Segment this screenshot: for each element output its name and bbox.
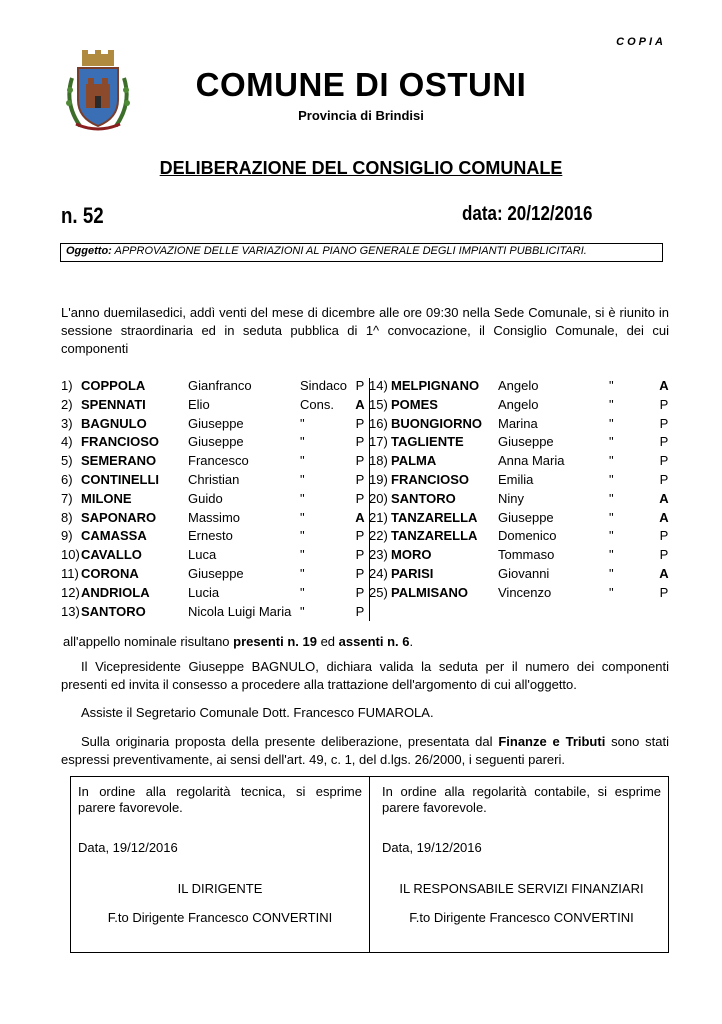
member-row <box>369 453 671 472</box>
parere-contabile-text: In ordine alla regolarità contabile, si esprime parere favorevole. <box>382 784 661 815</box>
member-row <box>61 528 365 547</box>
member-role: " <box>609 396 614 412</box>
vicepresidente-paragraph: Il Vicepresidente Giuseppe BAGNULO, dichiara valida la seduta per il numero dei componenti presenti ed invita il consesso a procedere alla trattazione dell'argomento di cui all'oggetto. <box>61 659 669 692</box>
member-role: " <box>609 415 614 431</box>
attendance-middle: ed <box>316 634 339 649</box>
member-name: Niny <box>498 490 525 506</box>
member-name: Angelo <box>498 396 539 412</box>
member-status: A <box>659 378 669 393</box>
member-name: Gianfranco <box>188 378 252 393</box>
member-row <box>369 434 671 453</box>
page-title: COMUNE DI OSTUNI <box>195 66 527 103</box>
member-role: " <box>609 528 614 544</box>
member-surname: FRANCIOSO <box>391 472 469 487</box>
member-status: P <box>355 547 365 563</box>
member-role: " <box>300 566 305 581</box>
member-row <box>369 585 671 604</box>
member-role: " <box>300 603 305 619</box>
member-row <box>61 603 365 623</box>
member-row <box>61 566 365 585</box>
deliberation-number: n. 52 <box>61 203 104 228</box>
member-surname: BUONGIORNO <box>391 415 482 431</box>
proposta-suffix: sono stati espressi preventivamente, ai sensi dell'art. 49, c. 1, del d.lgs. 26/2000, i seguenti pareri. <box>61 734 669 767</box>
member-number: 17) <box>369 434 388 450</box>
member-number: 2) <box>61 396 73 412</box>
parere-contabile-role: IL RESPONSABILE SERVIZI FINANZIARI <box>399 881 644 896</box>
parere-tecnico-text: In ordine alla regolarità tecnica, si esprime parere favorevole. <box>78 784 362 815</box>
attendance-suffix: . <box>409 634 414 649</box>
member-role: " <box>300 415 305 431</box>
member-name: Giuseppe <box>498 509 554 525</box>
parere-contabile-date: Data, 19/12/2016 <box>382 840 482 855</box>
member-surname: CONTINELLI <box>81 472 159 487</box>
member-name: Ernesto <box>188 528 233 544</box>
member-status: P <box>355 378 365 393</box>
member-number: 9) <box>61 528 73 544</box>
member-surname: SEMERANO <box>81 453 157 469</box>
member-role: " <box>300 434 305 450</box>
attendance-assenti: assenti n. 6 <box>338 634 410 649</box>
member-surname: SAPONARO <box>81 509 157 525</box>
member-row <box>61 584 365 604</box>
member-name: Vincenzo <box>498 584 552 600</box>
segretario-paragraph: Assiste il Segretario Comunale Dott. Francesco FUMAROLA. <box>81 705 434 720</box>
member-role: " <box>300 509 305 525</box>
oggetto-text: APPROVAZIONE DELLE VARIAZIONI AL PIANO GENERALE DEGLI IMPIANTI PUBBLICITARI. <box>114 245 587 257</box>
member-surname: FRANCIOSO <box>81 434 159 450</box>
oggetto-box <box>60 243 663 262</box>
member-name: Emilia <box>498 472 534 487</box>
member-surname: CORONA <box>81 566 139 581</box>
member-name: Angelo <box>498 378 539 393</box>
member-name: Giuseppe <box>188 434 244 450</box>
attendance-line <box>63 633 671 651</box>
member-surname: ANDRIOLA <box>81 584 150 600</box>
member-name: Giovanni <box>498 566 550 581</box>
member-role: " <box>609 547 614 563</box>
member-name: Anna Maria <box>498 453 565 469</box>
member-row <box>369 528 671 547</box>
member-number: 7) <box>61 490 73 506</box>
member-row <box>369 547 671 566</box>
oggetto-label: Oggetto: <box>66 245 112 257</box>
member-status: P <box>659 547 669 563</box>
member-surname: TAGLIENTE <box>391 434 464 450</box>
member-status: A <box>355 396 365 412</box>
member-surname: CAMASSA <box>81 528 147 544</box>
member-number: 12) <box>61 584 80 600</box>
member-row <box>369 397 671 416</box>
member-name: Luca <box>188 547 217 563</box>
member-row <box>369 566 671 585</box>
member-row <box>61 396 365 416</box>
members-right-list <box>369 378 671 608</box>
member-status: P <box>355 434 365 450</box>
member-number: 22) <box>369 528 388 544</box>
member-status: P <box>659 415 669 431</box>
member-surname: TANZARELLA <box>391 509 478 525</box>
attendance-presenti: presenti n. 19 <box>233 634 317 649</box>
member-name: Nicola Luigi Maria <box>188 603 292 619</box>
member-surname: BAGNULO <box>81 415 147 431</box>
pareri-divider <box>369 776 370 953</box>
member-role: " <box>609 490 614 506</box>
member-number: 8) <box>61 509 73 525</box>
member-role: " <box>609 509 614 525</box>
member-status: P <box>355 528 365 544</box>
member-status: P <box>659 453 669 469</box>
member-number: 20) <box>369 490 388 506</box>
member-name: Giuseppe <box>188 415 244 431</box>
member-name: Massimo <box>188 509 241 525</box>
member-number: 5) <box>61 453 73 469</box>
member-status: P <box>355 415 365 431</box>
member-role: " <box>300 528 305 544</box>
member-number: 13) <box>61 603 80 619</box>
member-status: P <box>659 528 669 544</box>
copia-label: COPIA <box>616 36 666 48</box>
member-role: " <box>609 434 614 450</box>
parere-tecnico-role: IL DIRIGENTE <box>177 881 263 896</box>
member-role: " <box>609 378 614 393</box>
member-number: 18) <box>369 453 388 469</box>
member-number: 16) <box>369 415 388 431</box>
parere-contabile-signer: F.to Dirigente Francesco CONVERTINI <box>409 910 634 925</box>
member-number: 1) <box>61 378 73 393</box>
member-number: 24) <box>369 566 388 581</box>
member-status: P <box>355 566 365 581</box>
intro-paragraph: L'anno duemilasedici, addì venti del mese di dicembre alle ore 09:30 nella Sede Comunale, si è riunito in sessione straordinaria ed in seduta pubblica di 1^ convocazione, il Consiglio Comunale, dei cui componenti <box>61 305 669 356</box>
member-row <box>61 434 365 453</box>
member-role: " <box>609 566 614 581</box>
member-status: P <box>355 472 365 487</box>
member-role: " <box>300 547 305 563</box>
member-status: P <box>355 453 365 469</box>
member-status: A <box>659 566 669 581</box>
member-surname: SANTORO <box>81 603 146 619</box>
member-number: 10) <box>61 547 80 563</box>
member-role: " <box>300 472 305 487</box>
member-status: P <box>659 396 669 412</box>
member-number: 23) <box>369 547 388 563</box>
member-status: A <box>355 509 365 525</box>
member-status: P <box>659 434 669 450</box>
member-row <box>61 453 365 472</box>
member-surname: SANTORO <box>391 490 456 506</box>
member-role: Sindaco <box>300 378 347 393</box>
attendance-prefix: all'appello nominale risultano <box>63 634 234 649</box>
member-name: Christian <box>188 472 240 487</box>
member-surname: POMES <box>391 396 438 412</box>
member-number: 4) <box>61 434 73 450</box>
member-number: 19) <box>369 472 388 487</box>
member-row <box>61 490 365 510</box>
member-name: Elio <box>188 396 210 412</box>
member-row <box>369 378 671 397</box>
member-row <box>369 472 671 491</box>
member-surname: COPPOLA <box>81 378 146 393</box>
proposta-bold: Finanze e Tributi <box>498 734 606 749</box>
member-surname: MILONE <box>81 490 132 506</box>
member-row <box>369 510 671 529</box>
member-status: P <box>355 603 365 619</box>
member-status: A <box>659 490 669 506</box>
member-role: " <box>300 453 305 469</box>
member-surname: MELPIGNANO <box>391 378 480 393</box>
member-row <box>61 547 365 566</box>
member-name: Guido <box>188 490 223 506</box>
member-name: Giuseppe <box>188 566 244 581</box>
parere-contabile <box>382 784 661 949</box>
member-role: " <box>609 472 614 487</box>
member-role: " <box>609 453 614 469</box>
deliberation-title: DELIBERAZIONE DEL CONSIGLIO COMUNALE <box>159 158 563 178</box>
member-role: " <box>300 490 305 506</box>
member-row <box>61 378 365 397</box>
member-number: 14) <box>369 378 388 393</box>
member-status: P <box>659 472 669 487</box>
member-status: P <box>659 584 669 600</box>
member-name: Francesco <box>188 453 249 469</box>
member-surname: SPENNATI <box>81 396 146 412</box>
member-number: 11) <box>61 566 79 581</box>
member-surname: PALMA <box>391 453 437 469</box>
member-row <box>369 491 671 510</box>
member-surname: PALMISANO <box>391 584 469 600</box>
member-role: " <box>609 584 614 600</box>
parere-tecnico-date: Data, 19/12/2016 <box>78 840 178 855</box>
member-role: " <box>300 584 305 600</box>
member-number: 15) <box>369 396 388 412</box>
member-status: P <box>355 490 365 506</box>
member-row <box>61 472 365 491</box>
member-number: 6) <box>61 472 73 487</box>
member-surname: CAVALLO <box>81 547 142 563</box>
member-row <box>61 415 365 435</box>
member-role: Cons. <box>300 396 334 412</box>
member-name: Marina <box>498 415 538 431</box>
proposta-paragraph <box>61 733 669 769</box>
member-surname: TANZARELLA <box>391 528 478 544</box>
member-name: Giuseppe <box>498 434 554 450</box>
member-status: A <box>659 509 669 525</box>
province-subtitle: Provincia di Brindisi <box>298 108 424 123</box>
members-left-list <box>61 378 365 623</box>
member-number: 25) <box>369 584 388 600</box>
member-name: Domenico <box>498 528 557 544</box>
member-name: Lucia <box>188 584 220 600</box>
member-number: 21) <box>369 509 388 525</box>
member-surname: PARISI <box>391 566 434 581</box>
member-row <box>369 416 671 435</box>
member-status: P <box>355 584 365 600</box>
deliberation-date: data: 20/12/2016 <box>461 203 592 225</box>
member-row <box>61 509 365 529</box>
parere-tecnico-signer: F.to Dirigente Francesco CONVERTINI <box>107 910 333 925</box>
member-name: Tommaso <box>498 547 555 563</box>
proposta-prefix: Sulla originaria proposta della presente deliberazione, presentata dal <box>81 734 499 749</box>
member-number: 3) <box>61 415 73 431</box>
member-surname: MORO <box>391 547 432 563</box>
parere-tecnico <box>78 784 362 949</box>
